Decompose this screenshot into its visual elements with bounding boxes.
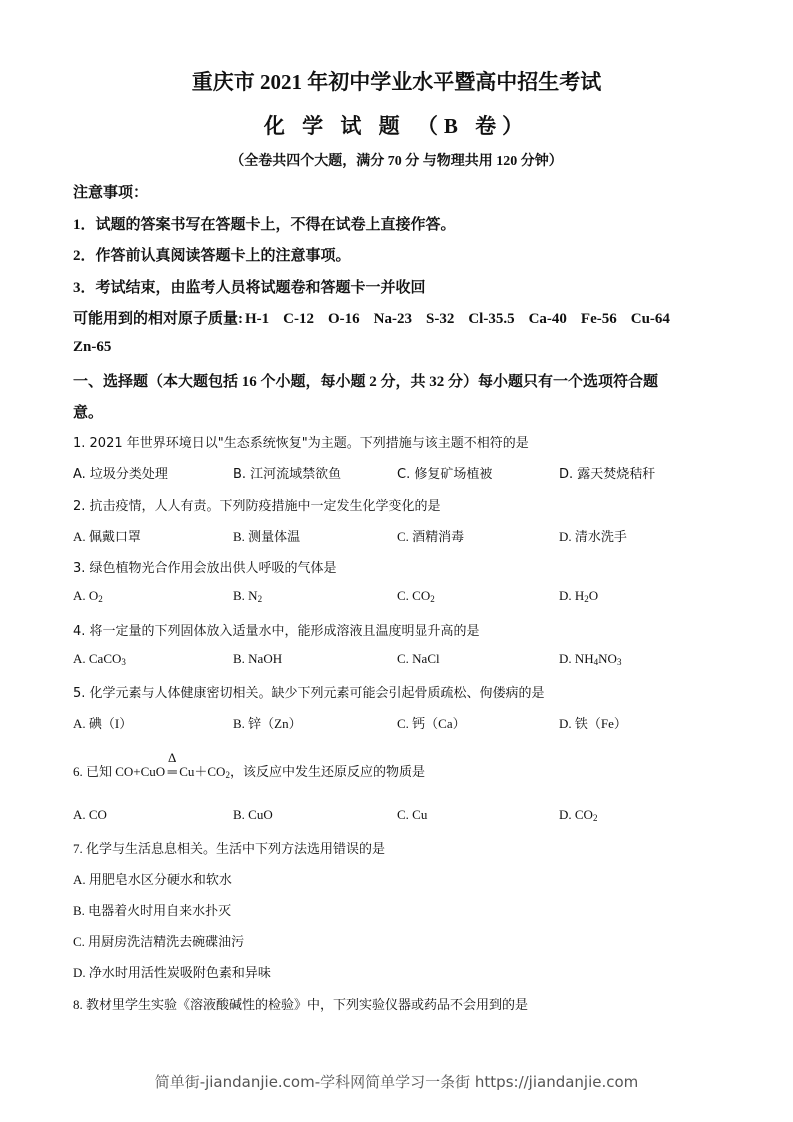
footer-watermark: 简单街-jiandanjie.com-学科网简单学习一条街 https://jiandanjie.com bbox=[154, 1073, 639, 1091]
delta-icon: Δ bbox=[168, 750, 177, 765]
atomic-mass: Na-23 bbox=[373, 311, 412, 327]
q3-option-a: A. $O_2$ bbox=[73, 588, 103, 604]
section-heading: 一、选择题（本大题包括 16 个小题，每小题 2 分，共 32 分）每小题只有一个选项符合题 bbox=[73, 374, 659, 390]
q3-option-b: B. $N_2$ bbox=[233, 588, 263, 604]
note-item: 3．考试结束，由监考人员将试题卷和答题卡一并收回 bbox=[73, 280, 426, 296]
q5-option-b: B. 锌（Zn） bbox=[233, 716, 302, 731]
question-4-stem: 4. 将一定量的下列固体放入适量水中，能形成溶液且温度明显升高的是 bbox=[73, 624, 480, 639]
note-item: 2．作答前认真阅读答题卡上的注意事项。 bbox=[73, 248, 351, 264]
q7-option-d: D. 净水时用活性炭吸附色素和异味 bbox=[73, 965, 271, 980]
q2-option-c: C. 酒精消毒 bbox=[397, 529, 465, 544]
question-3-stem: 3. 绿色植物光合作用会放出供人呼吸的气体是 bbox=[73, 561, 337, 576]
exam-title: 重庆市 2021 年初中学业水平暨高中招生考试 bbox=[191, 70, 602, 94]
q7-option-a: A. 用肥皂水区分硬水和软水 bbox=[73, 872, 232, 887]
q5-option-a: A. 碘（I） bbox=[73, 716, 133, 731]
q3-option-d: D. $H_2O$ bbox=[559, 588, 599, 604]
atomic-mass-wrap: Zn-65 bbox=[73, 339, 112, 355]
q6-option-d: D. $CO_2$ bbox=[559, 807, 598, 823]
q7-option-c: C. 用厨房洗洁精洗去碗碟油污 bbox=[73, 934, 245, 949]
atomic-mass: C-12 bbox=[283, 311, 314, 327]
atomic-mass: Fe-56 bbox=[580, 311, 617, 327]
q1-option-d: D. 露天焚烧秸秆 bbox=[559, 467, 656, 482]
q5-option-d: D. 铁（Fe） bbox=[559, 716, 627, 731]
q5-option-c: C. 钙（Ca） bbox=[397, 716, 466, 731]
atomic-mass: Cu-64 bbox=[630, 311, 670, 327]
q1-option-c: C. 修复矿场植被 bbox=[397, 467, 493, 482]
q7-option-b: B. 电器着火时用自来水扑灭 bbox=[73, 903, 232, 918]
question-5-stem: 5. 化学元素与人体健康密切相关。缺少下列元素可能会引起骨质疏松、佝偻病的是 bbox=[73, 686, 545, 701]
question-8-stem: 8. 教材里学生实验《溶液酸碱性的检验》中，下列实验仪器或药品不会用到的是 bbox=[73, 997, 529, 1012]
atomic-mass: S-32 bbox=[426, 311, 455, 327]
q6-option-c: C. Cu bbox=[397, 807, 428, 822]
atomic-mass: O-16 bbox=[328, 311, 360, 327]
atomic-mass: Cl-35.5 bbox=[468, 311, 515, 327]
q4-option-c: C. NaCl bbox=[397, 651, 440, 666]
q2-option-d: D. 清水洗手 bbox=[559, 529, 627, 544]
atomic-mass: H-1 bbox=[245, 311, 270, 327]
q4-option-d: D. $NH_4NO_3$ bbox=[559, 651, 622, 667]
q2-option-a: A. 佩戴口罩 bbox=[73, 529, 141, 544]
q4-option-b: B. NaOH bbox=[233, 651, 283, 666]
q1-option-b: B. 江河流域禁欲鱼 bbox=[233, 467, 342, 482]
exam-info: （全卷共四个大题，满分 70 分 与物理共用 120 分钟） bbox=[230, 154, 563, 169]
q6-option-b: B. CuO bbox=[233, 807, 273, 822]
note-item: 1．试题的答案书写在答题卡上，不得在试卷上直接作答。 bbox=[73, 217, 456, 233]
heating-condition bbox=[165, 750, 179, 780]
exam-subtitle: 化 学 试 题 （B 卷） bbox=[263, 114, 530, 138]
question-1-stem: 1. 2021 年世界环境日以"生态系统恢复"为主题。下列措施与该主题不相符的是 bbox=[73, 436, 529, 451]
question-7-stem: 7. 化学与生活息息相关。生活中下列方法选用错误的是 bbox=[73, 841, 386, 856]
atomic-mass: Ca-40 bbox=[528, 311, 567, 327]
q1-option-a: A. 垃圾分类处理 bbox=[73, 467, 168, 482]
atomic-masses-line bbox=[73, 307, 670, 328]
question-2-stem: 2. 抗击疫情，人人有责。下列防疫措施中一定发生化学变化的是 bbox=[73, 499, 441, 514]
notes-heading: 注意事项： bbox=[73, 185, 149, 201]
q3-option-c: C. $CO_2$ bbox=[397, 588, 435, 604]
q2-option-b: B. 测量体温 bbox=[233, 529, 301, 544]
q6-option-a: A. CO bbox=[73, 807, 107, 822]
equals-sign: ═ bbox=[167, 764, 177, 779]
atomic-masses-label: 可能用到的相对原子质量: bbox=[73, 311, 243, 327]
question-6-stem: 6. 已知 CO+CuO Δ ═ $Cu+CO_2$，该反应中发生还原反应的物质是 bbox=[73, 750, 425, 780]
section-heading-cont: 意。 bbox=[73, 405, 104, 421]
q4-option-a: A. CaCO$_3$ bbox=[73, 651, 126, 667]
